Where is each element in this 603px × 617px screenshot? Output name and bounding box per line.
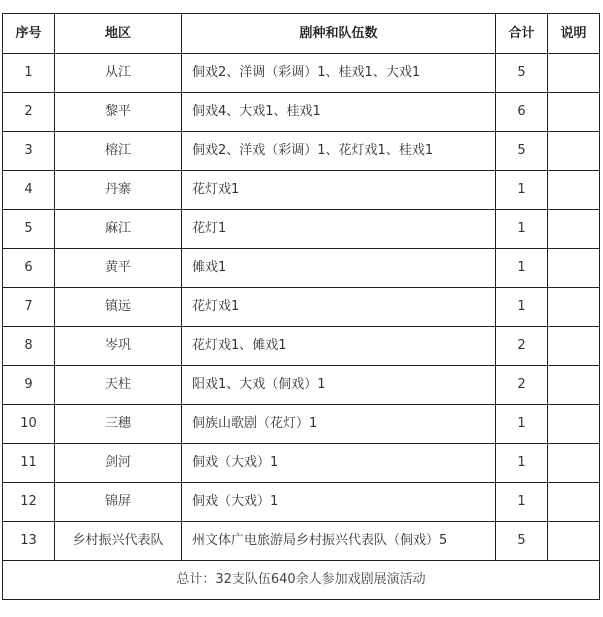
- cell-note: [548, 327, 600, 366]
- cell-region: 剑河: [55, 444, 182, 483]
- cell-no: 12: [3, 483, 55, 522]
- troupe-table: [2, 13, 600, 600]
- cell-troupes: 侗戏（大戏）1: [182, 444, 496, 483]
- cell-no: 4: [3, 171, 55, 210]
- cell-region: 黄平: [55, 249, 182, 288]
- header-region: 地区: [55, 14, 182, 54]
- table-row: [3, 249, 600, 288]
- cell-troupes: 傩戏1: [182, 249, 496, 288]
- cell-note: [548, 54, 600, 93]
- cell-total: 1: [496, 249, 548, 288]
- troupe-table-wrapper: [2, 13, 600, 600]
- table-row: [3, 93, 600, 132]
- cell-troupes: 花灯1: [182, 210, 496, 249]
- cell-total: 2: [496, 327, 548, 366]
- table-row: [3, 327, 600, 366]
- cell-region: 三穗: [55, 405, 182, 444]
- cell-no: 10: [3, 405, 55, 444]
- cell-note: [548, 483, 600, 522]
- table-row: [3, 288, 600, 327]
- cell-note: [548, 405, 600, 444]
- table-row: [3, 483, 600, 522]
- cell-total: 5: [496, 132, 548, 171]
- header-note: 说明: [548, 14, 600, 54]
- cell-troupes: 阳戏1、大戏（侗戏）1: [182, 366, 496, 405]
- cell-troupes: 侗戏4、大戏1、桂戏1: [182, 93, 496, 132]
- cell-note: [548, 288, 600, 327]
- cell-no: 2: [3, 93, 55, 132]
- cell-total: 2: [496, 366, 548, 405]
- cell-no: 6: [3, 249, 55, 288]
- table-row: [3, 210, 600, 249]
- cell-no: 8: [3, 327, 55, 366]
- table-row: [3, 522, 600, 561]
- cell-note: [548, 249, 600, 288]
- cell-note: [548, 171, 600, 210]
- cell-region: 乡村振兴代表队: [55, 522, 182, 561]
- cell-no: 13: [3, 522, 55, 561]
- cell-region: 天柱: [55, 366, 182, 405]
- cell-region: 从江: [55, 54, 182, 93]
- cell-total: 1: [496, 405, 548, 444]
- cell-region: 黎平: [55, 93, 182, 132]
- cell-region: 镇远: [55, 288, 182, 327]
- table-row: [3, 444, 600, 483]
- table-body: [3, 54, 600, 561]
- cell-total: 5: [496, 54, 548, 93]
- cell-troupes: 花灯戏1、傩戏1: [182, 327, 496, 366]
- cell-troupes: 侗戏（大戏）1: [182, 483, 496, 522]
- cell-total: 6: [496, 93, 548, 132]
- cell-note: [548, 444, 600, 483]
- cell-note: [548, 93, 600, 132]
- table-row: [3, 132, 600, 171]
- cell-no: 7: [3, 288, 55, 327]
- cell-no: 3: [3, 132, 55, 171]
- cell-total: 1: [496, 444, 548, 483]
- cell-region: 榕江: [55, 132, 182, 171]
- header-total: 合计: [496, 14, 548, 54]
- table-row: [3, 405, 600, 444]
- cell-total: 1: [496, 210, 548, 249]
- cell-note: [548, 522, 600, 561]
- cell-troupes: 侗戏2、洋调（彩调）1、桂戏1、大戏1: [182, 54, 496, 93]
- table-row: [3, 54, 600, 93]
- cell-total: 1: [496, 288, 548, 327]
- cell-region: 岑巩: [55, 327, 182, 366]
- summary-cell: 总计：32支队伍640余人参加戏剧展演活动: [3, 561, 600, 600]
- cell-total: 1: [496, 171, 548, 210]
- cell-total: 1: [496, 483, 548, 522]
- cell-region: 麻江: [55, 210, 182, 249]
- cell-region: 锦屏: [55, 483, 182, 522]
- cell-no: 9: [3, 366, 55, 405]
- header-row: [3, 14, 600, 54]
- cell-troupes: 花灯戏1: [182, 171, 496, 210]
- cell-note: [548, 366, 600, 405]
- cell-no: 11: [3, 444, 55, 483]
- cell-troupes: 花灯戏1: [182, 288, 496, 327]
- summary-row: [3, 561, 600, 600]
- table-row: [3, 171, 600, 210]
- cell-no: 1: [3, 54, 55, 93]
- cell-troupes: 侗戏2、洋戏（彩调）1、花灯戏1、桂戏1: [182, 132, 496, 171]
- cell-region: 丹寨: [55, 171, 182, 210]
- cell-no: 5: [3, 210, 55, 249]
- header-no: 序号: [3, 14, 55, 54]
- cell-total: 5: [496, 522, 548, 561]
- header-troupes: 剧种和队伍数: [182, 14, 496, 54]
- cell-troupes: 侗族山歌剧（花灯）1: [182, 405, 496, 444]
- cell-troupes: 州文体广电旅游局乡村振兴代表队（侗戏）5: [182, 522, 496, 561]
- cell-note: [548, 210, 600, 249]
- cell-note: [548, 132, 600, 171]
- table-row: [3, 366, 600, 405]
